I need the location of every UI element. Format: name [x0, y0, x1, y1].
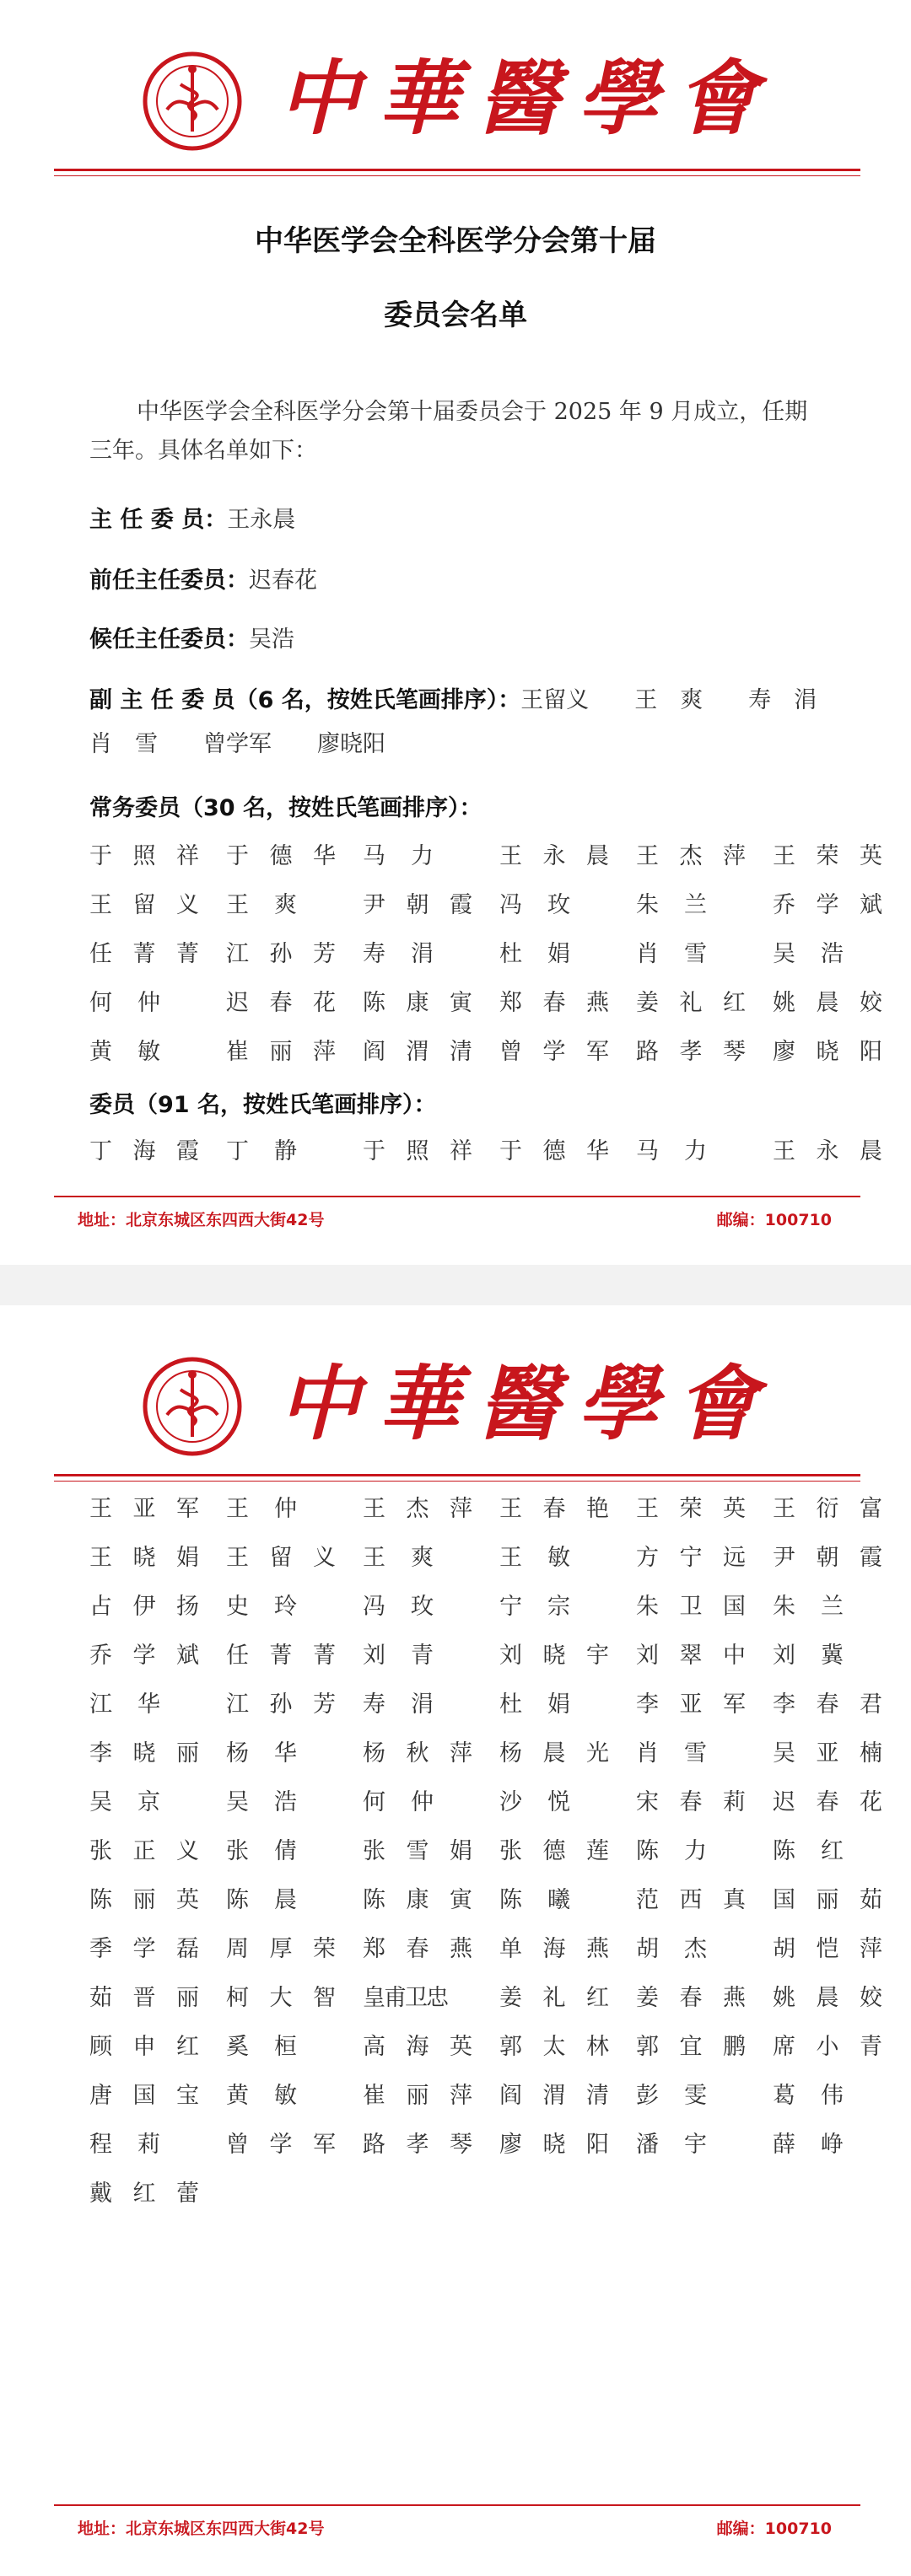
- member-name: 朱兰: [636, 892, 707, 918]
- member-name: 曾学军: [499, 1039, 609, 1065]
- member-name: 路孝琴: [363, 2132, 472, 2158]
- member-name: 崔丽萍: [363, 2083, 472, 2109]
- member-name: 史玲: [226, 1594, 297, 1620]
- member-name: 马力: [636, 1138, 707, 1164]
- chair-name: 王永晨: [227, 507, 296, 533]
- member-name: 葛伟: [773, 2083, 844, 2109]
- elect-chair-label: 候任主任委员：: [89, 627, 249, 653]
- member-name: 王衍富: [773, 1496, 882, 1522]
- member-name: 陈康寅: [363, 1887, 472, 1913]
- member-name: 朱卫国: [636, 1594, 746, 1620]
- member-name: 季学磊: [89, 1936, 199, 1962]
- footer-rule: [54, 2504, 860, 2506]
- member-name: 尹朝霞: [363, 892, 472, 918]
- member-name: 吴浩: [773, 941, 844, 967]
- vice-chair-names-1: 王留义 王 爽 寿 涓: [520, 687, 817, 713]
- member-name: 王仲: [226, 1496, 297, 1522]
- doc-title-line1: 中华医学会全科医学分会第十届: [255, 224, 656, 258]
- member-name: 王晓娟: [89, 1545, 199, 1571]
- member-name: 廖晓阳: [773, 1039, 882, 1065]
- member-name: 黄敏: [226, 2083, 297, 2109]
- member-name: 任菁菁: [226, 1643, 336, 1669]
- member-name: 李晓丽: [89, 1740, 199, 1767]
- member-name: 郑春燕: [363, 1936, 472, 1962]
- member-name: 王杰萍: [636, 843, 746, 869]
- member-name: 王杰萍: [363, 1496, 472, 1522]
- member-name: 曾学军: [226, 2132, 336, 2158]
- member-name: 高海英: [363, 2034, 472, 2060]
- member-name: 杨华: [226, 1740, 297, 1767]
- member-name: 杨秋萍: [363, 1740, 472, 1767]
- member-name: 陈红: [773, 1838, 844, 1864]
- member-name: 马力: [363, 843, 434, 869]
- member-name: 张雪娟: [363, 1838, 472, 1864]
- member-name: 陈曦: [499, 1887, 570, 1913]
- vice-chair-row: [89, 681, 849, 720]
- former-chair-name: 迟春花: [249, 567, 317, 594]
- document-page-2: [0, 1305, 911, 2576]
- letterhead: [0, 0, 911, 177]
- doc-title-line2: 委员会名单: [384, 298, 527, 332]
- members-label: 委员（91 名，按姓氏笔画排序）：: [89, 1092, 437, 1118]
- member-name: 周厚荣: [226, 1936, 336, 1962]
- member-name: 寿涓: [363, 941, 434, 967]
- footer-zipcode: 邮编：100710: [716, 1211, 832, 1229]
- member-name: 程莉: [89, 2132, 160, 2158]
- member-name: 奚桓: [226, 2034, 297, 2060]
- member-name: 王春艳: [499, 1496, 609, 1522]
- member-name: 张倩: [226, 1838, 297, 1864]
- member-name: 肖雪: [636, 1740, 707, 1767]
- member-name: 尹朝霞: [773, 1545, 882, 1571]
- footer-zipcode: 邮编：100710: [716, 2520, 832, 2538]
- member-name: 刘晓宇: [499, 1643, 609, 1669]
- member-name: 方宁远: [636, 1545, 746, 1571]
- footer-address: 地址：北京东城区东四西大街42号: [78, 2520, 325, 2538]
- member-name: 胡恺萍: [773, 1936, 882, 1962]
- member-name: 范西真: [636, 1887, 746, 1913]
- member-name: 王荣英: [773, 843, 882, 869]
- member-name: 路孝琴: [636, 1039, 746, 1065]
- member-name: 王永晨: [773, 1138, 882, 1164]
- member-name: 阎渭清: [363, 1039, 472, 1065]
- vice-chair-label: 副 主 任 委 员（6 名，按姓氏笔画排序）：: [89, 687, 521, 713]
- former-chair-row: [89, 562, 849, 600]
- member-name: 张正义: [89, 1838, 199, 1864]
- member-name: 王亚军: [89, 1496, 199, 1522]
- member-name: 江孙芳: [226, 941, 336, 967]
- member-name: 杜娟: [499, 941, 570, 967]
- member-name: 沙悦: [499, 1789, 570, 1815]
- member-name: 姚晨姣: [773, 990, 882, 1016]
- member-name: 郑春燕: [499, 990, 609, 1016]
- member-name: 薛峥: [773, 2132, 844, 2158]
- member-name: 于照祥: [363, 1138, 472, 1164]
- header-rule-thin: [54, 175, 860, 176]
- member-name: 杜娟: [499, 1691, 570, 1718]
- member-name: 姚晨姣: [773, 1985, 882, 2011]
- member-name: 占伊扬: [89, 1594, 199, 1620]
- member-name: 柯大智: [226, 1985, 336, 2011]
- member-name: 迟春花: [226, 990, 336, 1016]
- member-name: 姜春燕: [636, 1985, 746, 2011]
- footer-rule: [54, 1196, 860, 1197]
- member-name: 皇甫卫忠: [363, 1985, 447, 2011]
- member-name: 吴京: [89, 1789, 160, 1815]
- member-name: 顾申红: [89, 2034, 199, 2060]
- header-rule-thin: [54, 1481, 860, 1482]
- member-name: 冯玫: [499, 892, 570, 918]
- member-name: 张德莲: [499, 1838, 609, 1864]
- member-name: 戴红蕾: [89, 2181, 199, 2207]
- brand-wordmark: 中華醫學會: [278, 1356, 776, 1451]
- cma-emblem-logo: [142, 51, 243, 152]
- member-name: 于德华: [499, 1138, 609, 1164]
- former-chair-label: 前任主任委员：: [89, 567, 249, 594]
- member-name: 杨晨光: [499, 1740, 609, 1767]
- member-name: 肖雪: [636, 941, 707, 967]
- cma-emblem-logo: [142, 1356, 243, 1457]
- member-name: 潘宇: [636, 2132, 707, 2158]
- member-name: 吴亚楠: [773, 1740, 882, 1767]
- member-name: 陈丽英: [89, 1887, 199, 1913]
- elect-chair-row: [89, 621, 849, 659]
- member-name: 王留义: [89, 892, 199, 918]
- document-page-1: [0, 0, 911, 1265]
- member-name: 王敏: [499, 1545, 570, 1571]
- chair-row: [89, 501, 849, 540]
- member-name: 江华: [89, 1691, 160, 1718]
- member-name: 胡杰: [636, 1936, 707, 1962]
- member-name: 于照祥: [89, 843, 199, 869]
- member-name: 何仲: [363, 1789, 434, 1815]
- member-name: 郭宜鹏: [636, 2034, 746, 2060]
- member-name: 宁宗: [499, 1594, 570, 1620]
- member-name: 寿涓: [363, 1691, 434, 1718]
- header-rule: [54, 1474, 860, 1476]
- member-name: 李亚军: [636, 1691, 746, 1718]
- member-name: 廖晓阳: [499, 2132, 609, 2158]
- member-name: 于德华: [226, 843, 336, 869]
- member-name: 茹晋丽: [89, 1985, 199, 2011]
- standing-heading: [89, 789, 849, 828]
- member-name: 王永晨: [499, 843, 609, 869]
- member-name: 任菁菁: [89, 941, 199, 967]
- vice-chair-names-2: 肖 雪 曾学军 廖晓阳: [89, 731, 385, 757]
- member-name: 冯玫: [363, 1594, 434, 1620]
- member-name: 迟春花: [773, 1789, 882, 1815]
- member-name: 乔学斌: [89, 1643, 199, 1669]
- elect-chair-name: 吴浩: [249, 627, 294, 653]
- member-name: 单海燕: [499, 1936, 609, 1962]
- member-name: 席小青: [773, 2034, 882, 2060]
- member-name: 吴浩: [226, 1789, 297, 1815]
- intro-paragraph: [89, 393, 832, 471]
- member-name: 丁静: [226, 1138, 297, 1164]
- member-name: 刘翠中: [636, 1643, 746, 1669]
- members-heading: [89, 1086, 849, 1125]
- header-rule: [54, 169, 860, 171]
- member-name: 乔学斌: [773, 892, 882, 918]
- page-gap: [0, 1265, 911, 1305]
- member-name: 丁海霞: [89, 1138, 199, 1164]
- member-name: 崔丽萍: [226, 1039, 336, 1065]
- member-name: 王荣英: [636, 1496, 746, 1522]
- member-name: 李春君: [773, 1691, 882, 1718]
- member-name: 刘青: [363, 1643, 434, 1669]
- vice-chair-row-2: [89, 725, 849, 764]
- member-name: 何仲: [89, 990, 160, 1016]
- footer-address: 地址：北京东城区东四西大街42号: [78, 1211, 325, 1229]
- member-name: 江孙芳: [226, 1691, 336, 1718]
- intro-line1: 中华医学会全科医学分会第十届委员会于 2025 年 9 月成立，任期: [137, 399, 808, 425]
- member-name: 刘冀: [773, 1643, 844, 1669]
- member-name: 彭雯: [636, 2083, 707, 2109]
- intro-line2: 三年。具体名单如下：: [89, 438, 317, 464]
- letterhead-2: [0, 1305, 911, 1482]
- member-name: 王爽: [363, 1545, 434, 1571]
- member-name: 宋春莉: [636, 1789, 746, 1815]
- member-name: 阎渭清: [499, 2083, 609, 2109]
- member-name: 王留义: [226, 1545, 336, 1571]
- member-name: 陈力: [636, 1838, 707, 1864]
- member-name: 陈晨: [226, 1887, 297, 1913]
- chair-label: 主 任 委 员：: [89, 507, 228, 533]
- member-name: 朱兰: [773, 1594, 844, 1620]
- member-name: 唐国宝: [89, 2083, 199, 2109]
- member-name: 郭太林: [499, 2034, 609, 2060]
- member-name: 陈康寅: [363, 990, 472, 1016]
- member-name: 姜礼红: [499, 1985, 609, 2011]
- brand-wordmark: 中華醫學會: [278, 51, 776, 146]
- member-name: 姜礼红: [636, 990, 746, 1016]
- member-name: 国丽茹: [773, 1887, 882, 1913]
- member-name: 黄敏: [89, 1039, 160, 1065]
- standing-label: 常务委员（30 名，按姓氏笔画排序）：: [89, 795, 482, 821]
- member-name: 王爽: [226, 892, 297, 918]
